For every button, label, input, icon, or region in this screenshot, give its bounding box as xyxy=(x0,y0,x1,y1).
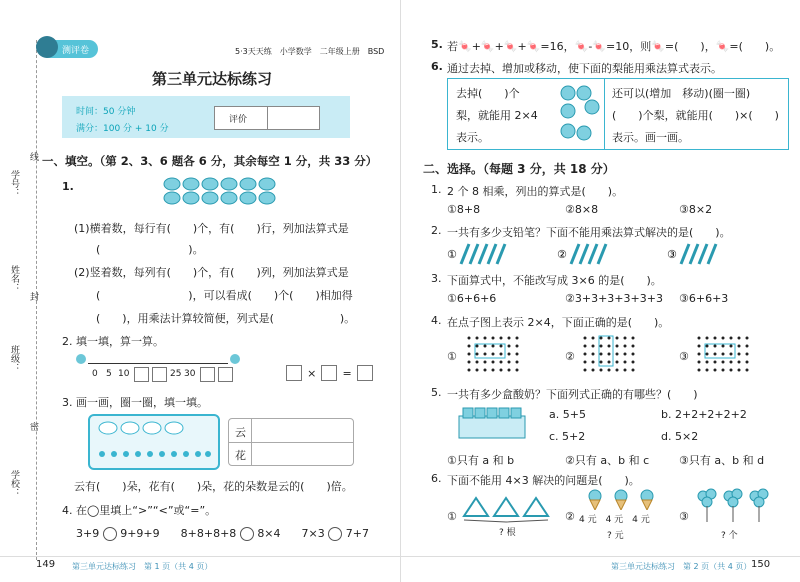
dot-grid xyxy=(581,334,641,374)
grid-dot xyxy=(714,353,717,356)
option-label: ③ xyxy=(667,248,677,261)
section1-heading: 一、填空。（第 2、3、6 题各 6 分，其余每空 1 分，共 33 分） xyxy=(42,154,378,168)
grid-dot xyxy=(592,369,595,372)
pencil-icon xyxy=(589,244,597,264)
frog-icon xyxy=(76,354,86,364)
grid-dot xyxy=(746,353,749,356)
grade-label: 评价 xyxy=(229,115,248,125)
grid-dot xyxy=(706,337,709,340)
pencil-icon xyxy=(598,244,606,264)
page-number: 150 xyxy=(751,559,771,570)
grid-dot xyxy=(476,345,479,348)
c5-opt-a: a. 5+5 xyxy=(549,408,586,421)
q3-heading: 3. 画一画，圈一圈，填一填。 xyxy=(62,396,208,409)
panel-divider xyxy=(604,79,605,149)
grid-dot xyxy=(730,369,733,372)
grid-dot xyxy=(730,345,733,348)
grid-dot xyxy=(698,361,701,364)
compare-left: 8+8+8+8 xyxy=(180,527,237,540)
c1-opt1[interactable]: ①8+8 xyxy=(447,203,481,216)
answer-box[interactable] xyxy=(321,365,337,381)
footer-rule xyxy=(0,556,400,557)
c2-text: 一共有多少支铅笔？下面不能用乘法算式解决的是( )。 xyxy=(447,226,731,239)
answer-box[interactable] xyxy=(286,365,302,381)
grid-dot xyxy=(584,353,587,356)
grid-dot xyxy=(508,345,511,348)
box1-text xyxy=(456,85,538,145)
grid-dot xyxy=(468,353,471,356)
grid-dot xyxy=(492,369,495,372)
basket-icon xyxy=(164,192,180,204)
c3-number: 3. xyxy=(431,272,442,285)
q1-number: 1. xyxy=(62,180,74,193)
grid-dot xyxy=(516,353,519,356)
margin-feng: 封 xyxy=(30,293,40,303)
compare-left: 3+9 xyxy=(76,527,100,540)
basket-icon xyxy=(183,192,199,204)
q1-basket-grid xyxy=(160,176,280,206)
pencil-icon xyxy=(488,244,496,264)
c6-label3[interactable]: ③ xyxy=(679,510,689,523)
number-line-axis xyxy=(88,363,228,364)
grid-dot xyxy=(714,369,717,372)
student-avatar-icon xyxy=(36,36,58,58)
grid-dot xyxy=(600,369,603,372)
grid-dot xyxy=(698,353,701,356)
number-line xyxy=(76,354,246,384)
grid-dot xyxy=(516,369,519,372)
grid-dot xyxy=(730,337,733,340)
basket-icon xyxy=(202,178,218,190)
grid-dot xyxy=(624,369,627,372)
grid-dot xyxy=(608,369,611,372)
margin-xingming: 姓名： xyxy=(9,265,19,292)
grid-dot xyxy=(738,369,741,372)
grid-dot xyxy=(624,337,627,340)
answer-box[interactable] xyxy=(134,367,149,382)
dot-grid xyxy=(465,334,525,374)
section2-heading: 二、选择。（每题 3 分，共 18 分） xyxy=(423,162,615,176)
c6-q3: ? 个 xyxy=(721,531,738,541)
c1-opt3[interactable]: ③8×2 xyxy=(679,203,713,216)
c5-opt-b: b. 2+2+2+2+2 xyxy=(661,408,747,421)
footer-rule xyxy=(401,556,800,557)
compare-right: 8×4 xyxy=(257,527,281,540)
pencil-icon xyxy=(461,244,469,264)
c5-answer2[interactable]: ②只有 a、b 和 c xyxy=(565,454,650,467)
grid-dot xyxy=(608,353,611,356)
grid-dot xyxy=(508,369,511,372)
grid-dot xyxy=(616,353,619,356)
margin-banji: 班级： xyxy=(9,345,19,372)
compare-right: 7+7 xyxy=(345,527,369,540)
header-right: 5·3天天练 小学数学 二年级上册 BSD xyxy=(235,47,385,56)
grid-dot xyxy=(722,353,725,356)
balloon-icons xyxy=(693,488,773,526)
grid-dot xyxy=(476,369,479,372)
c6-label1[interactable]: ① xyxy=(447,510,457,523)
c1-number: 1. xyxy=(431,183,442,196)
q3-fill-line: 云有( )朵，花有( )朵，花的朵数是云的( )倍。 xyxy=(74,480,353,493)
tick-label: 10 xyxy=(118,369,130,379)
grid-dot xyxy=(492,337,495,340)
pear-panel xyxy=(447,78,789,150)
equals-sign: = xyxy=(342,367,352,380)
basket-icons xyxy=(160,176,280,206)
grid-dot xyxy=(476,353,479,356)
basket-icon xyxy=(240,192,256,204)
grid-dot xyxy=(616,361,619,364)
cloud-flower-icons xyxy=(90,416,218,468)
c5-answer1[interactable]: ①只有 a 和 b xyxy=(447,454,515,467)
grid-dot xyxy=(714,345,717,348)
grid-dot xyxy=(592,353,595,356)
c4-opt2[interactable]: ② xyxy=(565,350,575,363)
grid-dot xyxy=(592,337,595,340)
yogurt-crate-icon xyxy=(457,406,531,442)
grid-dot xyxy=(600,345,603,348)
grid-dot xyxy=(698,345,701,348)
tick-label: 30 xyxy=(184,369,196,379)
badge xyxy=(40,40,98,58)
c5-number: 5. xyxy=(431,386,442,399)
grid-dot xyxy=(484,369,487,372)
c5-opt-c: c. 5+2 xyxy=(549,430,586,443)
pencil-icon xyxy=(571,244,579,264)
q1-b-line3: ( )，用乘法计算较简便，列式是( )。 xyxy=(96,312,356,325)
compare-circle[interactable] xyxy=(240,527,254,541)
option-label: ① xyxy=(447,248,457,261)
box2-line: ( )个梨，就能用( )×( ) xyxy=(612,109,779,122)
grid-dot xyxy=(738,337,741,340)
grid-dot xyxy=(500,337,503,340)
basket-icon xyxy=(183,178,199,190)
times-sign: × xyxy=(307,367,317,380)
grid-dot xyxy=(468,361,471,364)
grid-dot xyxy=(722,337,725,340)
grade-divider xyxy=(267,107,268,129)
c3-opt1[interactable]: ①6+6+6 xyxy=(447,292,497,305)
grid-dot xyxy=(608,337,611,340)
info-panel xyxy=(62,96,350,138)
grid-dot xyxy=(722,361,725,364)
grid-dot xyxy=(600,353,603,356)
compare-left: 7×3 xyxy=(301,527,325,540)
grid-dot xyxy=(706,361,709,364)
grid-dot xyxy=(516,345,519,348)
c2-number: 2. xyxy=(431,224,442,237)
basket-icon xyxy=(259,178,275,190)
margin-xian: 线 xyxy=(30,153,40,163)
basket-icon xyxy=(221,178,237,190)
page-number: 149 xyxy=(36,559,56,570)
frog-icon xyxy=(230,354,240,364)
grid-dot xyxy=(500,361,503,364)
badge-label: 测评卷 xyxy=(62,46,90,56)
basket-icon xyxy=(221,192,237,204)
right-page xyxy=(400,0,800,582)
draw-area-flower[interactable] xyxy=(253,444,351,464)
c4-text: 在点子图上表示 2×4，下面正确的是( )。 xyxy=(447,316,670,329)
footer-text: 第三单元达标练习 第 1 页（共 4 页） xyxy=(72,562,213,571)
answer-box[interactable] xyxy=(152,367,167,382)
grid-dot xyxy=(484,345,487,348)
grid-dot xyxy=(616,345,619,348)
margin-xuexiao: 学校： xyxy=(9,470,19,497)
grid-dot xyxy=(476,337,479,340)
grid-dot xyxy=(616,369,619,372)
c3-text: 下面算式中，不能改写成 3×6 的是( )。 xyxy=(447,274,662,287)
grid-dot xyxy=(706,369,709,372)
grid-dot xyxy=(608,345,611,348)
grid-dot xyxy=(468,345,471,348)
c6-text: 下面不能用 4×3 解决的问题是( )。 xyxy=(447,474,640,487)
basket-icon xyxy=(240,178,256,190)
grid-dot xyxy=(600,361,603,364)
row-label-flower: 花 xyxy=(235,449,246,462)
q6-number: 6. xyxy=(431,60,443,73)
triangle-sticks-icon xyxy=(459,494,559,524)
box2-text xyxy=(612,85,779,145)
c6-q2: ? 元 xyxy=(607,531,624,541)
grid-dot xyxy=(516,337,519,340)
page-title: 第三单元达标练习 xyxy=(152,70,273,88)
grid-dot xyxy=(508,361,511,364)
score-text: 满分：100 分 + 10 分 xyxy=(76,124,169,134)
grid-dot xyxy=(738,345,741,348)
c4-number: 4. xyxy=(431,314,442,327)
answer-box[interactable] xyxy=(218,367,233,382)
grid-dot xyxy=(730,361,733,364)
grid-dot xyxy=(508,337,511,340)
grid-dot xyxy=(500,353,503,356)
q1-b-line2: ( )，可以看成( )个( )相加得 xyxy=(96,289,353,302)
grid-dot xyxy=(746,337,749,340)
q1-a-line2: ( )。 xyxy=(96,243,204,256)
basket-icon xyxy=(259,192,275,204)
grid-dot xyxy=(492,361,495,364)
grid-dot xyxy=(722,369,725,372)
compare-circle[interactable] xyxy=(328,527,342,541)
drawing-table xyxy=(228,418,354,466)
compare-right: 9+9+9 xyxy=(120,527,160,540)
draw-area-cloud[interactable] xyxy=(253,421,351,441)
pencil-icon xyxy=(690,244,698,264)
footer-text: 第三单元达标练习 第 2 页（共 4 页） xyxy=(611,562,752,571)
box1-line: 梨，就能用 2×4 xyxy=(456,109,538,122)
c4-opt3[interactable]: ③ xyxy=(679,350,689,363)
q4-heading: 4. 在◯里填上“>”“<”或“=”。 xyxy=(62,504,217,517)
table-divider xyxy=(229,442,353,443)
c6-price: 4 元 4 元 4 元 xyxy=(579,515,650,525)
c3-opt2[interactable]: ②3+3+3+3+3+3 xyxy=(565,292,663,305)
c1-text: 2 个 8 相乘，列出的算式是( )。 xyxy=(447,185,624,198)
grid-dot xyxy=(632,361,635,364)
box1-line: 去掉( )个 xyxy=(456,87,520,100)
grid-dot xyxy=(632,369,635,372)
grade-box xyxy=(214,106,320,130)
grid-dot xyxy=(698,369,701,372)
grid-dot xyxy=(706,345,709,348)
q1-b-line1: (2)竖着数，每列有( )个，有( )列，列加法算式是 xyxy=(74,266,349,279)
pencil-icon xyxy=(479,244,487,264)
basket-icon xyxy=(202,192,218,204)
c1-opt2[interactable]: ②8×8 xyxy=(565,203,599,216)
tick-label: 5 xyxy=(106,369,112,379)
grid-dot xyxy=(584,369,587,372)
grid-dot xyxy=(584,361,587,364)
grid-dot xyxy=(584,345,587,348)
grid-dot xyxy=(508,353,511,356)
grid-dot xyxy=(624,345,627,348)
pencil-icon xyxy=(699,244,707,264)
c3-opt3[interactable]: ③6+6+3 xyxy=(679,292,729,305)
grid-dot xyxy=(722,345,725,348)
c4-opt1[interactable]: ① xyxy=(447,350,457,363)
grid-dot xyxy=(730,353,733,356)
tick-label: 0 xyxy=(92,369,98,379)
grid-dot xyxy=(484,353,487,356)
grid-dot xyxy=(468,337,471,340)
grid-dot xyxy=(492,345,495,348)
grid-dot xyxy=(476,361,479,364)
grid-dot xyxy=(468,369,471,372)
pencil-icon xyxy=(708,244,716,264)
grid-dot xyxy=(592,361,595,364)
q5-text: 若🍬+🍬+🍬+🍬=16，🍬-🍬=10，则🍬=( )，🍬=( )。 xyxy=(447,40,781,53)
c6-sticks: ? 根 xyxy=(499,528,516,538)
grid-dot xyxy=(746,369,749,372)
basket-icon xyxy=(164,178,180,190)
grid-dot xyxy=(698,337,701,340)
compare-circle[interactable] xyxy=(103,527,117,541)
option-label: ② xyxy=(557,248,567,261)
q2-heading: 2. 填一填，算一算。 xyxy=(62,335,164,348)
pencil-icons xyxy=(447,242,747,266)
grid-dot xyxy=(484,337,487,340)
grid-dot xyxy=(632,337,635,340)
grid-dot xyxy=(714,337,717,340)
q4-items xyxy=(76,527,369,541)
grid-dot xyxy=(624,361,627,364)
c6-label2[interactable]: ② xyxy=(565,510,575,523)
pencil-icon xyxy=(470,244,478,264)
q6-text: 通过去掉、增加或移动，使下面的梨能用乘法算式表示。 xyxy=(447,62,722,75)
ice-cream-icons xyxy=(585,488,665,510)
grid-dot xyxy=(632,353,635,356)
row-label-cloud: 云 xyxy=(235,426,246,439)
grid-dot xyxy=(584,337,587,340)
grid-dot xyxy=(746,361,749,364)
grid-dot xyxy=(500,369,503,372)
c5-answer3[interactable]: ③只有 a、b 和 d xyxy=(679,454,765,467)
grid-dot xyxy=(608,361,611,364)
dot-grid xyxy=(695,334,755,374)
pencil-icon xyxy=(580,244,588,264)
grid-dot xyxy=(738,353,741,356)
c5-opt-d: d. 5×2 xyxy=(661,430,699,443)
c5-text: 一共有多少盒酸奶？下面列式正确的有哪些？( ) xyxy=(447,388,698,401)
grid-dot xyxy=(592,345,595,348)
box2-line: 还可以(增加 移动)(圈一圈) xyxy=(612,87,751,100)
grid-dot xyxy=(706,353,709,356)
tick-label: 25 xyxy=(170,369,182,379)
q2-equation xyxy=(286,362,373,381)
grid-dot xyxy=(500,345,503,348)
grid-dot xyxy=(624,353,627,356)
box1-line: 表示。 xyxy=(456,131,489,144)
pencil-icon xyxy=(497,244,505,264)
margin-xuehao: 学号： xyxy=(9,170,19,197)
answer-box[interactable] xyxy=(357,365,373,381)
cloud-flower-picture xyxy=(88,414,220,470)
box2-line: 表示。画一画。 xyxy=(612,131,689,144)
c6-number: 6. xyxy=(431,472,442,485)
grid-dot xyxy=(492,353,495,356)
grid-dot xyxy=(738,361,741,364)
grid-dot xyxy=(746,345,749,348)
grid-dot xyxy=(484,361,487,364)
grid-dot xyxy=(600,337,603,340)
pencil-icon xyxy=(681,244,689,264)
grid-dot xyxy=(632,345,635,348)
margin-mi: 密 xyxy=(30,423,40,433)
grid-dot xyxy=(714,361,717,364)
q1-a-line1: (1)横着数，每行有( )个，有( )行，列加法算式是 xyxy=(74,222,349,235)
time-text: 时间：50 分钟 xyxy=(76,107,136,117)
answer-box[interactable] xyxy=(200,367,215,382)
grid-dot xyxy=(516,361,519,364)
pear-icons xyxy=(556,83,604,145)
q5-number: 5. xyxy=(431,38,443,51)
grid-dot xyxy=(616,337,619,340)
